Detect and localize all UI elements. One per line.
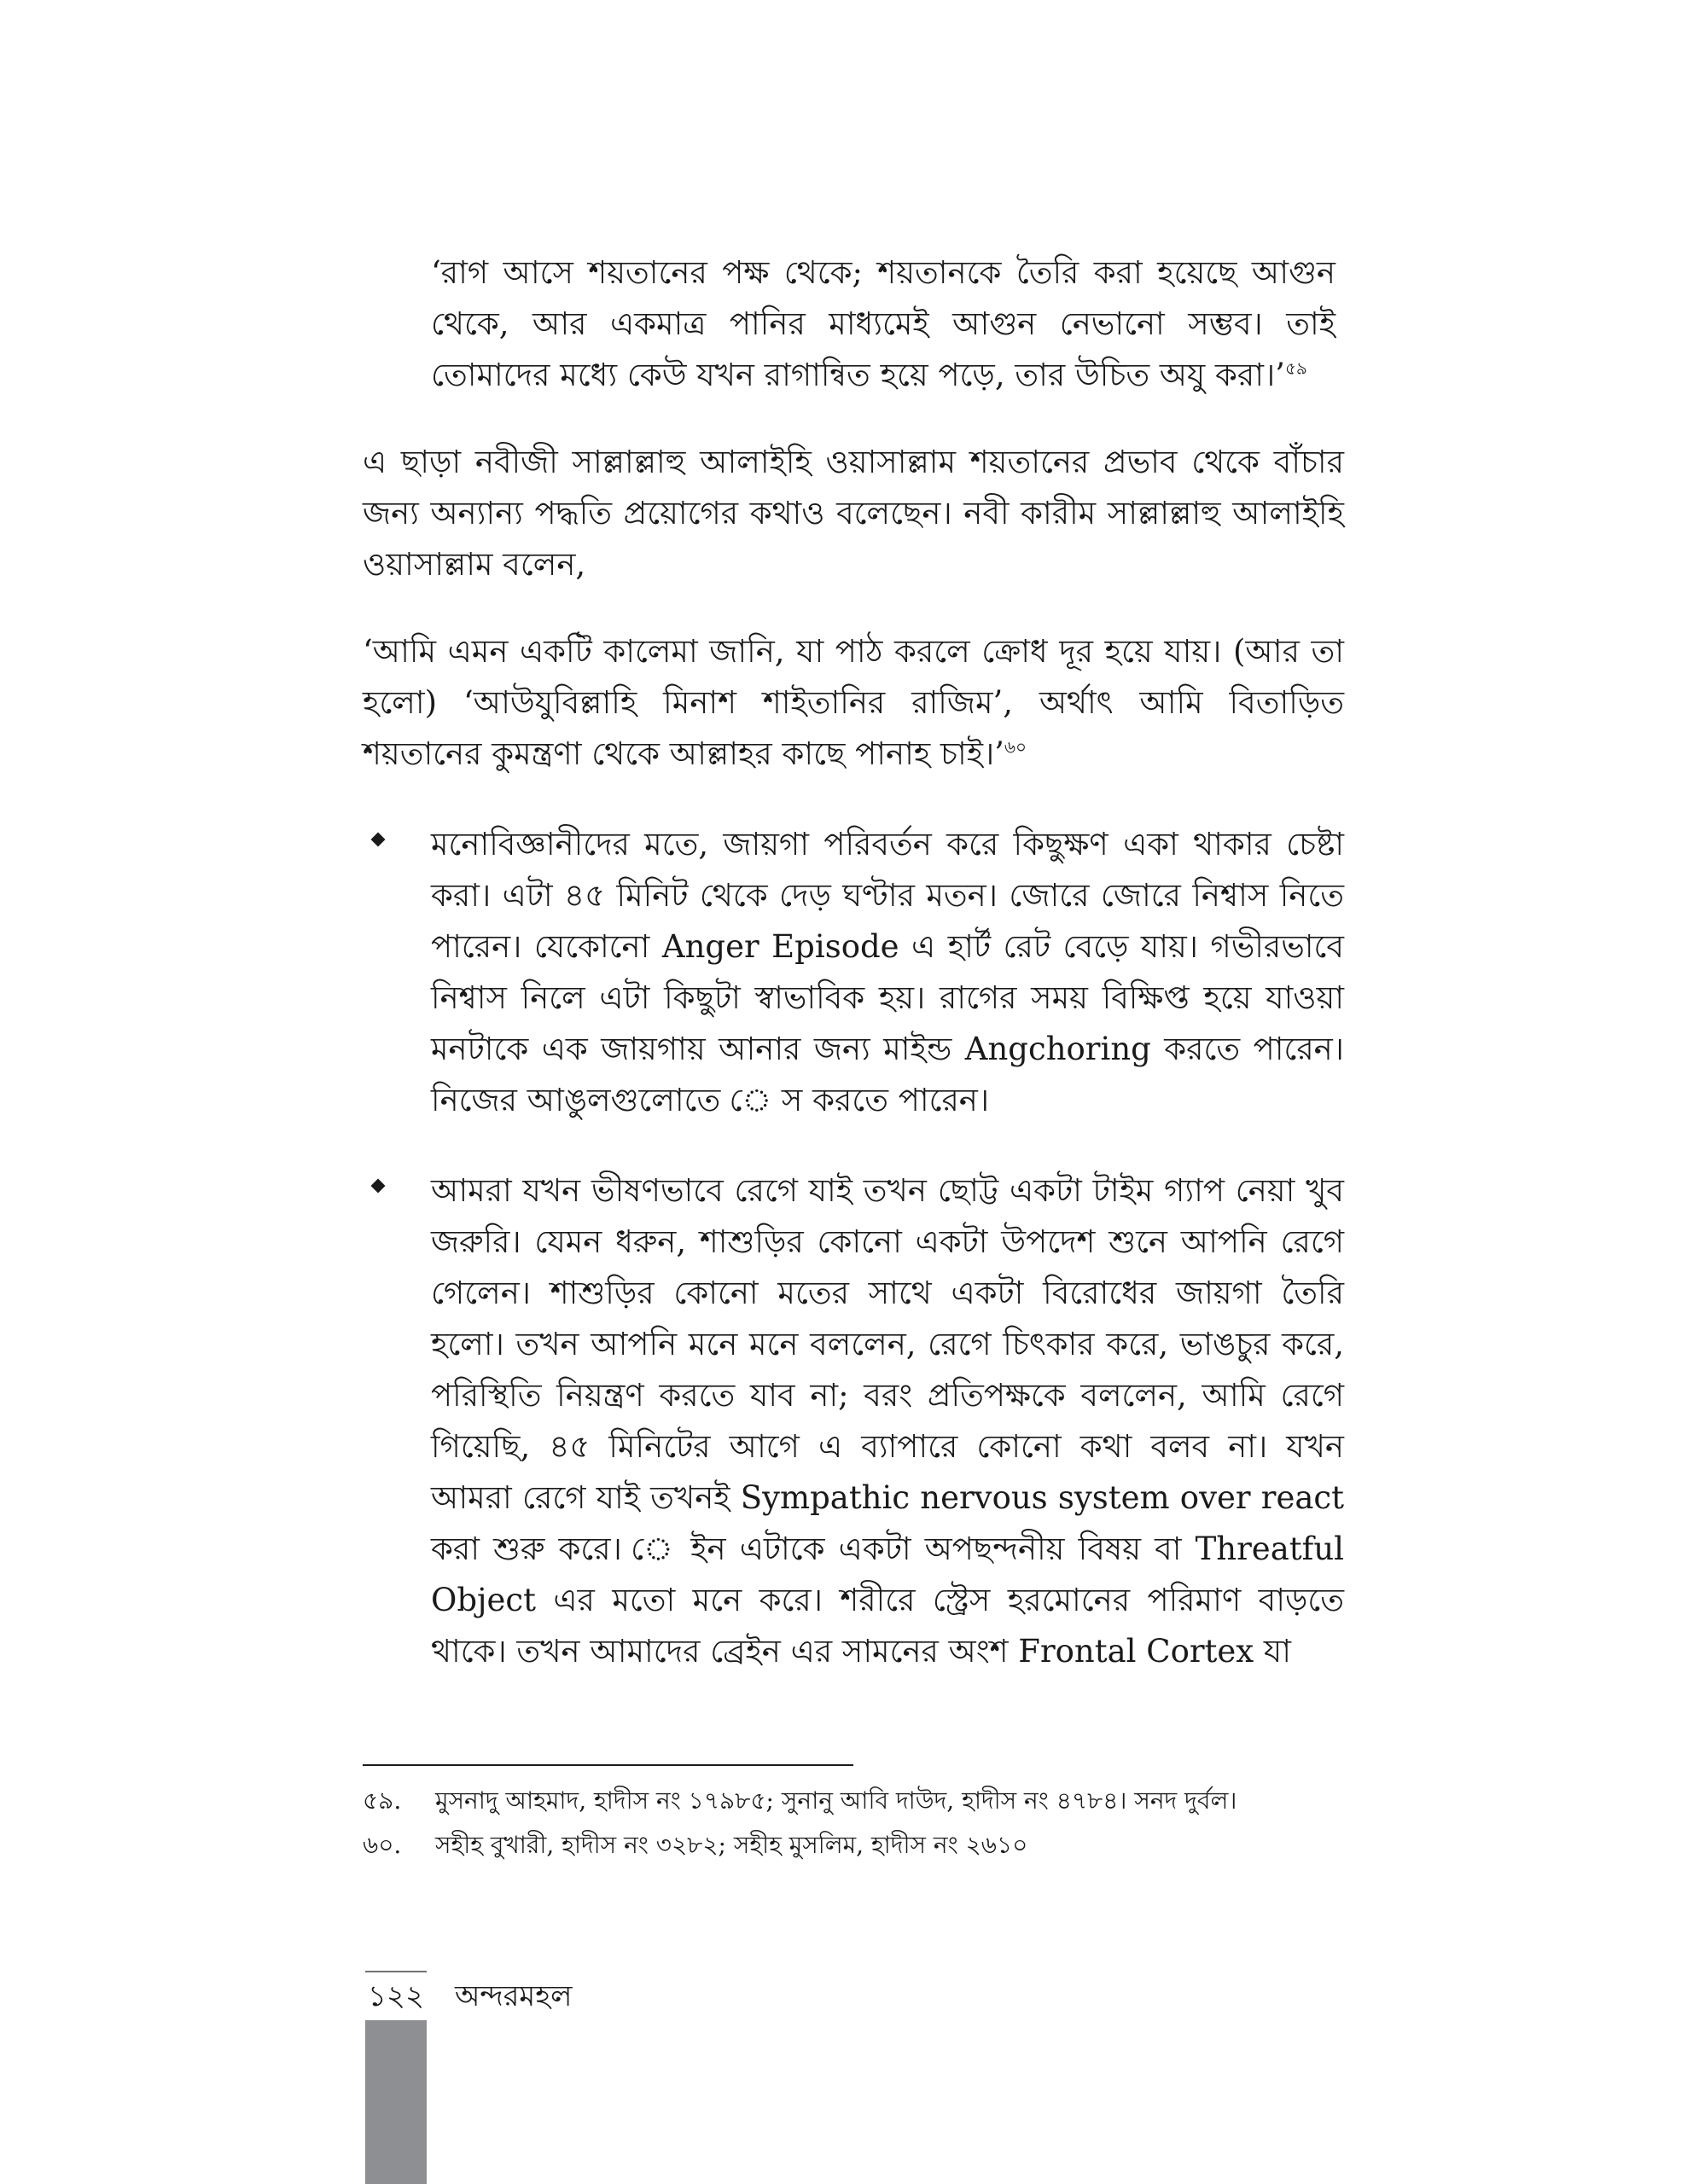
bullet-text: আমরা যখন ভীষণভাবে রেগে যাই তখন ছোট্ট একটা টাইম গ্যাপ নেয়া খুব জরুরি। যেমন ধরুন, শাশুড়ির কোনো একটা উপদেশ শুনে আপনি রেগে গেলেন। শাশুড়ির কোনো মতের সাথে একটা বিরোধের জায়গা তৈরি হলো। তখন আপনি মনে মনে বললেন, রেগে চিৎকার করে, ভাঙচুর করে, পরিস্থিতি নিয়ন্ত্রণ করতে যাব না; বরং প্রতিপক্ষকে বললেন, আমি রেগে গিয়েছি, ৪৫ মিনিটের আগে এ ব্যাপারে কোনো কথা বলব না। যখন আমরা রেগে যাই তখনই Sympathic nervous system over react করা শুরু করে। ে ইন এটাকে একটা অপছন্দনীয় বিষয় বা Threatful Object এর মতো মনে করে। শরীরে স্ট্রেস হরমোনের পরিমাণ বাড়তে থাকে। তখন আমাদের ব্রেইন এর সামনের অংশ Frontal Cortex যা	[431, 1172, 1344, 1670]
footnote-text: সহীহ বুখারী, হাদীস নং ৩২৮২; সহীহ মুসলিম, হাদীস নং ২৬১০	[435, 1831, 1028, 1859]
footnote	[363, 1779, 1344, 1823]
book-title: অন্দরমহল	[455, 1979, 573, 2013]
bullet-text: মনোবিজ্ঞানীদের মতে, জায়গা পরিবর্তন করে কিছুক্ষণ একা থাকার চেষ্টা করা। এটা ৪৫ মিনিট থেকে দেড় ঘণ্টার মতন। জোরে জোরে নিশ্বাস নিতে পারেন। যেকোনো Anger Episode এ হার্ট রেট বেড়ে যায়। গভীরভাবে নিশ্বাস নিলে এটা কিছুটা স্বাভাবিক হয়। রাগের সময় বিক্ষিপ্ত হয়ে যাওয়া মনটাকে এক জায়গায় আনার জন্য মাইন্ড Angchoring করতে পারেন। নিজের আঙুলগুলোতে ে স করতে পারেন।	[431, 826, 1344, 1118]
page-body	[363, 247, 1344, 1677]
page-number: ১২২	[365, 1972, 427, 2020]
bullet-item	[363, 819, 1344, 1126]
footnote-ref: ৫৯	[1284, 357, 1307, 379]
footnote-ref: ৬০	[1004, 736, 1027, 758]
footnote-divider	[363, 1764, 853, 1766]
footnote-text: মুসনাদু আহমাদ, হাদীস নং ১৭৯৮৫; সুনানু আবি দাউদ, হাদীস নং ৪৭৮৪। সনদ দুর্বল।	[435, 1786, 1237, 1815]
hadith-quote-kalima	[363, 626, 1344, 780]
footnote-number: ৫৯.	[363, 1786, 402, 1815]
body-paragraph: এ ছাড়া নবীজী সাল্লাল্লাহু আলাইহি ওয়াসাল্লাম শয়তানের প্রভাব থেকে বাঁচার জন্য অন্যান্য পদ্ধতি প্রয়োগের কথাও বলেছেন। নবী কারীম সাল্লাল্লাহু আলাইহি ওয়াসাল্লাম বলেন,	[363, 444, 1344, 583]
diamond-bullet-icon	[371, 833, 386, 847]
quote-text: ‘রাগ আসে শয়তানের পক্ষ থেকে; শয়তানকে তৈরি করা হয়েছে আগুন থেকে, আর একমাত্র পানির মাধ্যমেই আগুন নেভানো সম্ভব। তাই তোমাদের মধ্যে কেউ যখন রাগান্বিত হয়ে পড়ে, তার উচিত অযু করা।’	[431, 254, 1335, 393]
diamond-bullet-icon	[371, 1179, 386, 1194]
bullet-item	[363, 1165, 1344, 1677]
quote-text: ‘আমি এমন একটি কালেমা জানি, যা পাঠ করলে ক্রোধ দূর হয়ে যায়। (আর তা হলো) ‘আউযুবিল্লাহি মিনাশ শাইতানির রাজিম’, অর্থাৎ আমি বিতাড়িত শয়তানের কুমন্ত্রণা থেকে আল্লাহর কাছে পানাহ চাই।’	[363, 633, 1344, 772]
footnotes	[363, 1779, 1344, 1867]
footnote-number: ৬০.	[363, 1831, 402, 1859]
footnote	[363, 1823, 1344, 1867]
hadith-quote-anger	[431, 247, 1335, 401]
